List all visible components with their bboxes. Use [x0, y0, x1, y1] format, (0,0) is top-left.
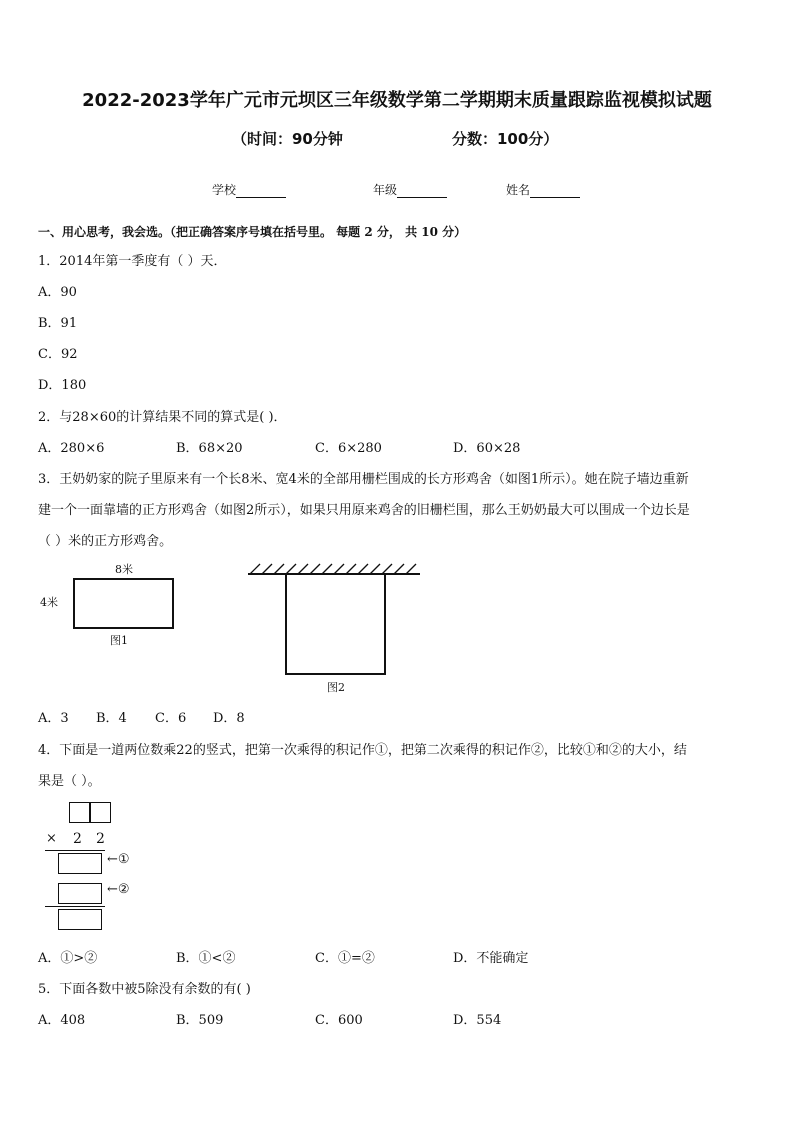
q1-option-c: C．92	[38, 347, 78, 362]
multiply-sign: ×	[46, 831, 57, 846]
school-field	[212, 181, 286, 198]
q2-stem: 2．与28×60的计算结果不同的算式是( )．	[38, 410, 287, 425]
name-blank	[530, 185, 580, 198]
q1-option-b: B．91	[38, 316, 78, 331]
school-label: 学校	[212, 183, 237, 197]
q3-option-b: B．4	[96, 711, 127, 726]
multiplier-digit-2: 2	[96, 831, 105, 847]
q2-option-d: D．60×28	[453, 441, 521, 456]
exam-time: （时间：90分钟	[232, 130, 343, 148]
q4-option-b: B．①<②	[176, 951, 236, 966]
q2-option-a: A．280×6	[38, 441, 105, 456]
fig1-length-label: 8米	[115, 563, 133, 576]
q3-stem-line1: 3．王奶奶家的院子里原来有一个长8米、宽4米的全部用栅栏围成的长方形鸡舍（如图1所示）。她在院子墙边重新	[38, 472, 689, 487]
multiplier-digit-1: 2	[73, 831, 82, 847]
grade-blank	[397, 185, 447, 198]
line-2	[45, 906, 105, 907]
q2-option-b: B．68×20	[176, 441, 243, 456]
section-heading: 一、用心思考，我会选。（把正确答案序号填在括号里。 每题 2 分， 共 10 分）	[38, 225, 467, 239]
q4-option-d: D．不能确定	[453, 951, 529, 966]
partial-product-2-box	[58, 883, 102, 904]
q5-option-b: B．509	[176, 1013, 224, 1028]
fig1-width-label: 4米	[40, 596, 58, 609]
fig2-square-fence	[284, 573, 388, 676]
q4-stem-line1: 4．下面是一道两位数乘22的竖式，把第一次乘得的积记作①，把第二次乘得的积记作②，比较①和②的大小，结	[38, 743, 687, 758]
fig1-rectangle	[73, 578, 174, 629]
fig1-caption: 图1	[110, 634, 128, 647]
multiplicand-digit-box-2	[90, 802, 111, 823]
q1-option-d: D．180	[38, 378, 87, 393]
q4-option-c: C．①=②	[315, 951, 375, 966]
q5-option-c: C．600	[315, 1013, 363, 1028]
q2-option-c: C．6×280	[315, 441, 382, 456]
q1-stem: 1．2014年第一季度有（ ）天．	[38, 254, 227, 269]
mark-product-2: ←②	[107, 882, 130, 897]
fig2-caption: 图2	[327, 681, 345, 694]
school-blank	[236, 185, 286, 198]
exam-score: 分数：100分）	[452, 130, 559, 148]
q3-stem-line3: （ ）米的正方形鸡舍。	[38, 534, 173, 549]
q5-option-a: A．408	[38, 1013, 86, 1028]
grade-field	[373, 181, 447, 198]
name-field	[506, 181, 580, 198]
q5-stem: 5．下面各数中被5除没有余数的有( )	[38, 982, 251, 997]
q3-option-a: A．3	[38, 711, 69, 726]
q3-option-c: C．6	[155, 711, 187, 726]
q4-stem-line2: 果是（ ）。	[38, 774, 101, 789]
page-title: 2022-2023学年广元市元坝区三年级数学第二学期期末质量跟踪监视模拟试题	[82, 90, 712, 111]
final-product-box	[58, 909, 102, 930]
name-label: 姓名	[506, 183, 531, 197]
q4-option-a: A．①>②	[38, 951, 98, 966]
mark-product-1: ←①	[107, 852, 130, 867]
q3-option-d: D．8	[213, 711, 245, 726]
q5-option-d: D．554	[453, 1013, 502, 1028]
multiplicand-digit-box-1	[69, 802, 90, 823]
q3-stem-line2: 建一个一面靠墙的正方形鸡舍（如图2所示），如果只用原来鸡舍的旧栅栏围，那么王奶奶最大可以围成一个边长是	[38, 503, 690, 518]
grade-label: 年级	[373, 183, 398, 197]
q1-option-a: A．90	[38, 285, 77, 300]
partial-product-1-box	[58, 853, 102, 874]
line-1	[45, 850, 105, 851]
